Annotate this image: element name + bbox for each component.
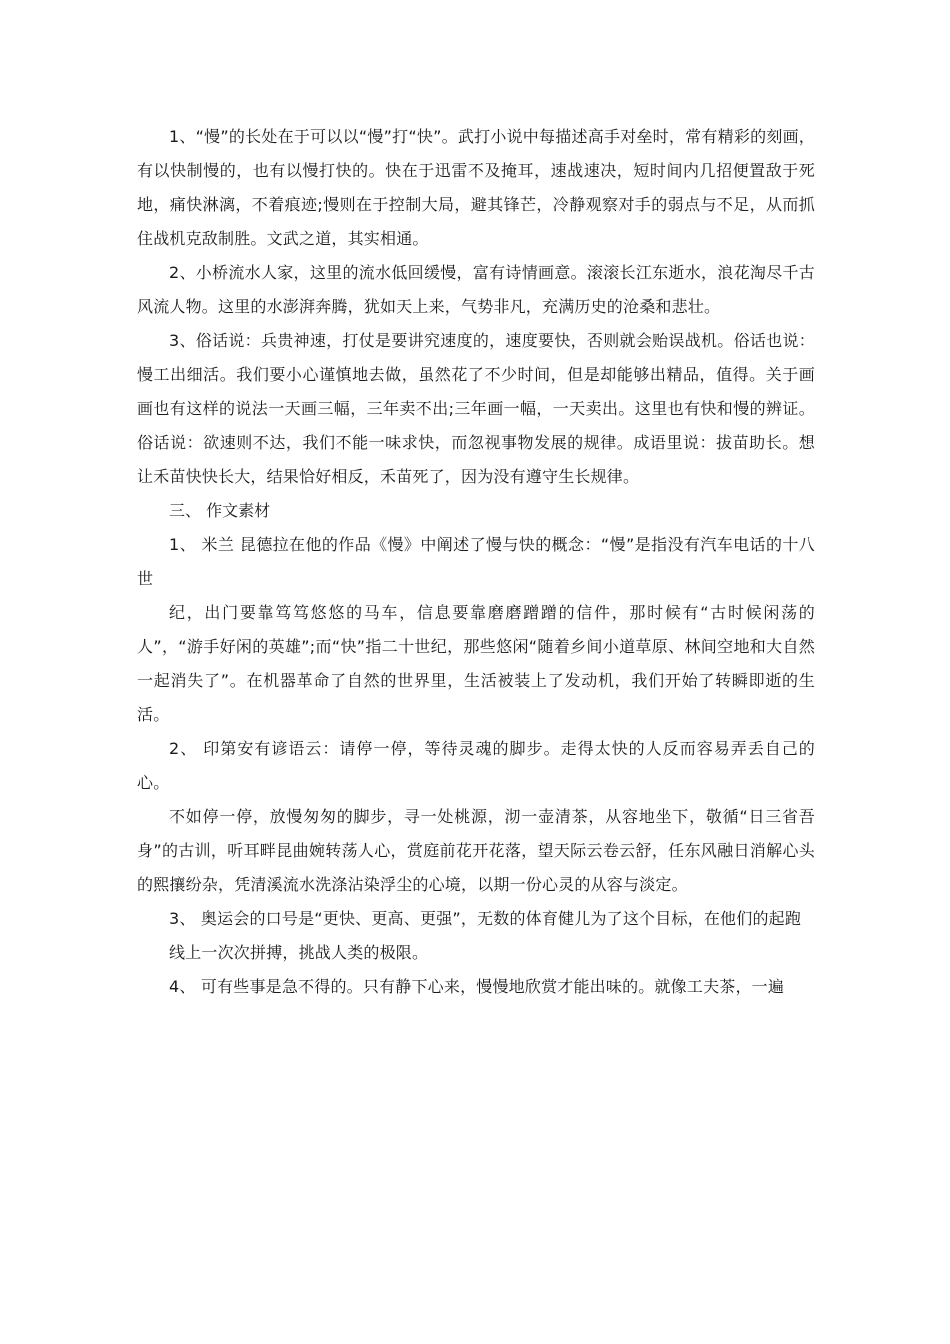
paragraph-water: 2、小桥流水人家，这里的流水低回缓慢，富有诗情画意。滚滚长江东逝水，浪花淘尽千古风流人物。这里的水澎湃奔腾，犹如天上来，气势非凡，充满历史的沧桑和悲壮。 xyxy=(137,263,815,316)
paragraph-olympics-cont: 线上一次次拼搏，挑战人类的极限。 xyxy=(169,943,429,962)
paragraph-kundera: 1、 米兰 昆德拉在他的作品《慢》中阐述了慢与快的概念：“慢”是指没有汽车电话的十八世 xyxy=(137,535,815,588)
paragraph-olympics: 3、 奥运会的口号是“更快、更高、更强”，无数的体育健儿为了这个目标，在他们的起跑 xyxy=(169,909,802,928)
paragraph-tea: 4、 可有些事是急不得的。只有静下心来，慢慢地欣赏才能出味的。就像工夫茶，一遍 xyxy=(169,977,785,996)
document-body xyxy=(137,120,815,1004)
paragraph-pause: 不如停一停，放慢匆匆的脚步，寻一处桃源，沏一壶清茶，从容地坐下，敬循“日三省吾身”的古训，听耳畔昆曲婉转荡人心，赏庭前花开花落，望天际云卷云舒，任东风融日消解心头的熙攘纷杂，凭清溪流水洗涤沾染浮尘的心境，以期一份心灵的从容与淡定。 xyxy=(137,807,815,894)
paragraph-kundera-cont: 纪，出门要靠笃笃悠悠的马车，信息要靠磨磨蹭蹭的信件，那时候有“古时候闲荡的人”，“游手好闲的英雄”;而“快”指二十世纪，那些悠闲“随着乡间小道草原、林间空地和大自然一起消失了”。在机器革命了自然的世界里，生活被装上了发动机，我们开始了转瞬即逝的生活。 xyxy=(137,603,815,724)
paragraph-slow-strength: 1、“慢”的长处在于可以以“慢”打“快”。武打小说中每描述高手对垒时，常有精彩的刻画，有以快制慢的，也有以慢打快的。快在于迅雷不及掩耳，速战速决，短时间内几招便置敌于死地，痛快淋漓，不着痕迹;慢则在于控制大局，避其锋芒，冷静观察对手的弱点与不足，从而抓住战机克敌制胜。文武之道，其实相通。 xyxy=(137,127,815,248)
paragraph-proverbs: 3、俗话说：兵贵神速，打仗是要讲究速度的，速度要快，否则就会贻误战机。俗话也说：慢工出细活。我们要小心谨慎地去做，虽然花了不少时间，但是却能够出精品，值得。关于画画也有这样的说法一天画三幅，三年卖不出;三年画一幅，一天卖出。这里也有快和慢的辨证。俗话说：欲速则不达，我们不能一味求快，而忽视事物发展的规律。成语里说：拔苗助长。想让禾苗快快长大，结果恰好相反，禾苗死了，因为没有遵守生长规律。 xyxy=(137,331,815,486)
paragraph-indian-proverb: 2、 印第安有谚语云：请停一停，等待灵魂的脚步。走得太快的人反而容易弄丢自己的心。 xyxy=(137,739,815,792)
section-heading: 三、 作文素材 xyxy=(169,501,271,520)
